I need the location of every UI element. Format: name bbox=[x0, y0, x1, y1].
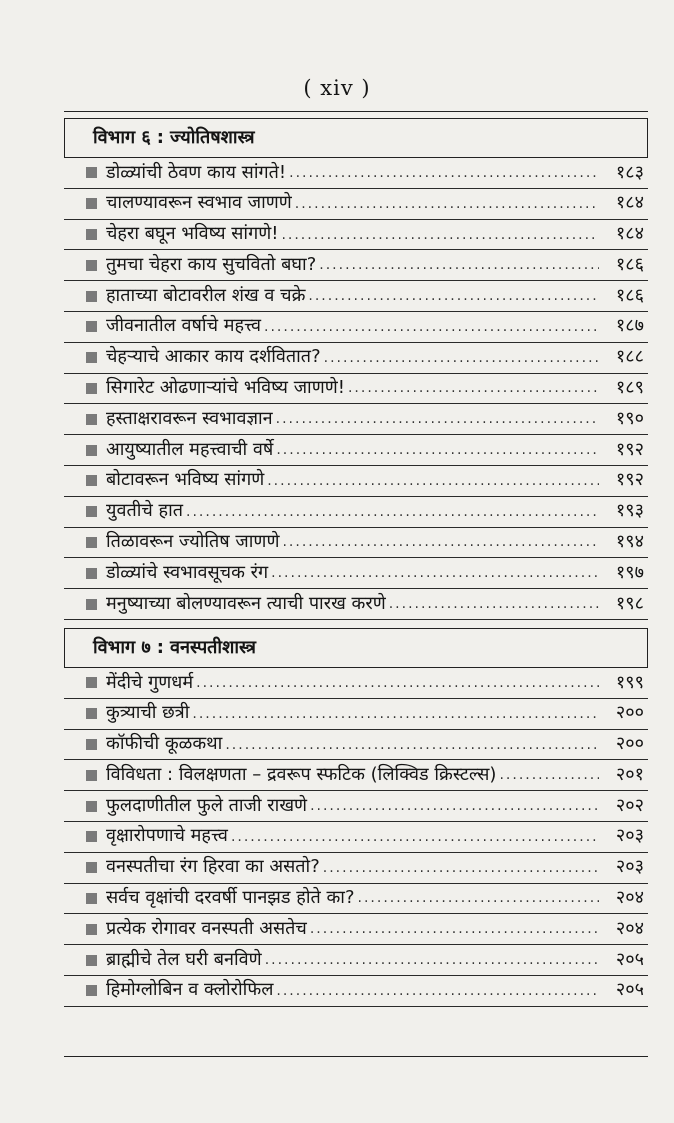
entry-title: सर्वच वृक्षांची दरवर्षी पानझड होते का? bbox=[106, 887, 355, 909]
entry-list bbox=[64, 668, 648, 1007]
entry-page-number: १८८ bbox=[615, 346, 644, 368]
entry-title: जीवनातील वर्षाचे महत्त्व bbox=[106, 315, 262, 337]
section-name: वनस्पतीशास्त्र bbox=[169, 637, 256, 658]
entry-page-number: २०१ bbox=[615, 763, 644, 785]
entry-page-number: १८३ bbox=[615, 161, 644, 183]
toc-entry bbox=[64, 558, 648, 589]
dot-leader bbox=[281, 220, 599, 250]
dot-leader bbox=[276, 404, 599, 434]
square-bullet-icon bbox=[86, 414, 97, 425]
entry-page-number: २०२ bbox=[615, 794, 644, 816]
square-bullet-icon bbox=[86, 321, 97, 332]
toc-section bbox=[64, 118, 648, 620]
square-bullet-icon bbox=[86, 708, 97, 719]
entry-title: मेंदीचे गुणधर्म bbox=[106, 671, 194, 693]
entry-page-number: १९४ bbox=[615, 531, 644, 553]
toc-entry bbox=[64, 822, 648, 853]
square-bullet-icon bbox=[86, 445, 97, 456]
square-bullet-icon bbox=[86, 260, 97, 271]
entry-title: चेहऱ्याचे आकार काय दर्शवितात? bbox=[106, 346, 321, 368]
entry-page-number: १८९ bbox=[615, 377, 644, 399]
entry-title: युवतीचे हात bbox=[106, 500, 184, 522]
entry-page-number: १९२ bbox=[615, 469, 644, 491]
dot-leader bbox=[358, 883, 599, 913]
square-bullet-icon bbox=[86, 506, 97, 517]
toc-entry bbox=[64, 189, 648, 220]
entry-list bbox=[64, 158, 648, 620]
square-bullet-icon bbox=[86, 770, 97, 781]
entry-page-number: २०४ bbox=[615, 887, 644, 909]
toc-entry bbox=[64, 158, 648, 189]
entry-title: वृक्षारोपणाचे महत्त्व bbox=[106, 825, 228, 847]
entry-title: वनस्पतीचा रंग हिरवा का असतो? bbox=[106, 856, 320, 878]
entry-page-number: १९८ bbox=[615, 592, 644, 614]
square-bullet-icon bbox=[86, 599, 97, 610]
square-bullet-icon bbox=[86, 739, 97, 750]
entry-title: मनुष्याच्या बोलण्यावरून त्याची पारख करणे bbox=[106, 592, 386, 614]
dot-leader bbox=[308, 281, 599, 311]
dot-leader bbox=[295, 189, 599, 219]
dot-leader bbox=[264, 312, 599, 342]
entry-title: फुलदाणीतील फुले ताजी राखणे bbox=[106, 794, 308, 816]
square-bullet-icon bbox=[86, 862, 97, 873]
section-heading bbox=[64, 118, 648, 158]
toc-entry bbox=[64, 404, 648, 435]
square-bullet-icon bbox=[86, 229, 97, 240]
toc-entry bbox=[64, 250, 648, 281]
entry-page-number: २०५ bbox=[615, 979, 644, 1001]
entry-title: कॉफीची कूळकथा bbox=[106, 733, 223, 755]
toc-entry bbox=[64, 884, 648, 915]
entry-title: कुत्र्याची छत्री bbox=[106, 702, 190, 724]
square-bullet-icon bbox=[86, 568, 97, 579]
dot-leader bbox=[319, 250, 599, 280]
entry-page-number: २०३ bbox=[615, 825, 644, 847]
section-colon: : bbox=[156, 127, 164, 148]
toc-entry bbox=[64, 497, 648, 528]
square-bullet-icon bbox=[86, 985, 97, 996]
dot-leader bbox=[192, 699, 599, 729]
square-bullet-icon bbox=[86, 677, 97, 688]
dot-leader bbox=[289, 158, 599, 188]
square-bullet-icon bbox=[86, 924, 97, 935]
toc-entry bbox=[64, 976, 648, 1007]
section-name: ज्योतिषशास्त्र bbox=[169, 127, 255, 148]
entry-title: तिळावरून ज्योतिष जाणणे bbox=[106, 531, 280, 553]
toc-entry bbox=[64, 343, 648, 374]
dot-leader bbox=[348, 373, 599, 403]
entry-page-number: १८७ bbox=[615, 315, 644, 337]
entry-title: चालण्यावरून स्वभाव जाणणे bbox=[106, 192, 292, 214]
toc-entry bbox=[64, 312, 648, 343]
square-bullet-icon bbox=[86, 955, 97, 966]
square-bullet-icon bbox=[86, 831, 97, 842]
page-number: ( xiv ) bbox=[303, 76, 371, 100]
dot-leader bbox=[225, 730, 599, 760]
square-bullet-icon bbox=[86, 383, 97, 394]
toc-entry bbox=[64, 466, 648, 497]
entry-title: आयुष्यातील महत्त्वाची वर्षे bbox=[106, 438, 274, 460]
dot-leader bbox=[282, 527, 599, 557]
toc-entry bbox=[64, 668, 648, 699]
entry-page-number: १८४ bbox=[615, 192, 644, 214]
toc-entry bbox=[64, 730, 648, 761]
entry-page-number: १९३ bbox=[615, 500, 644, 522]
toc-entry bbox=[64, 791, 648, 822]
entry-title: हाताच्या बोटावरील शंख व चक्रे bbox=[106, 284, 306, 306]
toc-entry bbox=[64, 374, 648, 405]
entry-title: डोळ्यांचे स्वभावसूचक रंग bbox=[106, 561, 269, 583]
square-bullet-icon bbox=[86, 167, 97, 178]
entry-title: विविधता : विलक्षणता – द्रवरूप स्फटिक (लिक्विड क्रिस्टल्स) bbox=[106, 763, 497, 785]
square-bullet-icon bbox=[86, 801, 97, 812]
entry-title: चेहरा बघून भविष्य सांगणे! bbox=[106, 223, 279, 245]
toc-entry bbox=[64, 528, 648, 559]
dot-leader bbox=[265, 945, 599, 975]
square-bullet-icon bbox=[86, 198, 97, 209]
dot-leader bbox=[499, 760, 599, 790]
toc-entry bbox=[64, 589, 648, 620]
section-label: विभाग ६ bbox=[93, 127, 151, 148]
top-rule bbox=[64, 111, 648, 112]
toc-entry bbox=[64, 220, 648, 251]
entry-page-number: १९९ bbox=[615, 671, 644, 693]
square-bullet-icon bbox=[86, 475, 97, 486]
toc-entry bbox=[64, 281, 648, 312]
dot-leader bbox=[276, 435, 599, 465]
entry-page-number: १८४ bbox=[615, 223, 644, 245]
toc-entry bbox=[64, 945, 648, 976]
entry-title: डोळ्यांची ठेवण काय सांगते! bbox=[106, 161, 287, 183]
entry-title: ब्राह्मीचे तेल घरी बनविणे bbox=[106, 948, 262, 970]
section-colon: : bbox=[156, 637, 164, 658]
toc-entry bbox=[64, 760, 648, 791]
dot-leader bbox=[186, 497, 599, 527]
square-bullet-icon bbox=[86, 893, 97, 904]
square-bullet-icon bbox=[86, 352, 97, 363]
entry-title: प्रत्येक रोगावर वनस्पती असतेच bbox=[106, 917, 307, 939]
dot-leader bbox=[389, 589, 599, 619]
bottom-rule bbox=[64, 1056, 648, 1057]
entry-title: हिमोग्लोबिन व क्लोरोफिल bbox=[106, 979, 274, 1001]
dot-leader bbox=[310, 914, 599, 944]
square-bullet-icon bbox=[86, 291, 97, 302]
dot-leader bbox=[196, 668, 599, 698]
entry-page-number: १९७ bbox=[615, 561, 644, 583]
dot-leader bbox=[323, 853, 599, 883]
toc-entry bbox=[64, 435, 648, 466]
entry-page-number: २०३ bbox=[615, 856, 644, 878]
entry-title: बोटावरून भविष्य सांगणे bbox=[106, 469, 265, 491]
entry-page-number: १८६ bbox=[615, 284, 644, 306]
toc-entry bbox=[64, 853, 648, 884]
toc-section bbox=[64, 628, 648, 1007]
dot-leader bbox=[310, 791, 599, 821]
entry-page-number: १८६ bbox=[615, 253, 644, 275]
toc-entry bbox=[64, 699, 648, 730]
entry-page-number: २०५ bbox=[615, 948, 644, 970]
entry-page-number: २०० bbox=[615, 702, 644, 724]
toc-entry bbox=[64, 914, 648, 945]
dot-leader bbox=[271, 558, 599, 588]
entry-title: सिगारेट ओढणाऱ्यांचे भविष्य जाणणे! bbox=[106, 377, 345, 399]
square-bullet-icon bbox=[86, 537, 97, 548]
section-heading bbox=[64, 628, 648, 668]
entry-page-number: २०० bbox=[615, 733, 644, 755]
entry-page-number: १९० bbox=[615, 407, 644, 429]
dot-leader bbox=[231, 822, 599, 852]
dot-leader bbox=[276, 976, 599, 1006]
section-label: विभाग ७ bbox=[93, 637, 151, 658]
entry-page-number: २०४ bbox=[615, 917, 644, 939]
dot-leader bbox=[324, 343, 599, 373]
entry-title: तुमचा चेहरा काय सुचवितो बघा? bbox=[106, 253, 317, 275]
entry-page-number: १९२ bbox=[615, 438, 644, 460]
dot-leader bbox=[267, 466, 599, 496]
entry-title: हस्ताक्षरावरून स्वभावज्ञान bbox=[106, 407, 273, 429]
